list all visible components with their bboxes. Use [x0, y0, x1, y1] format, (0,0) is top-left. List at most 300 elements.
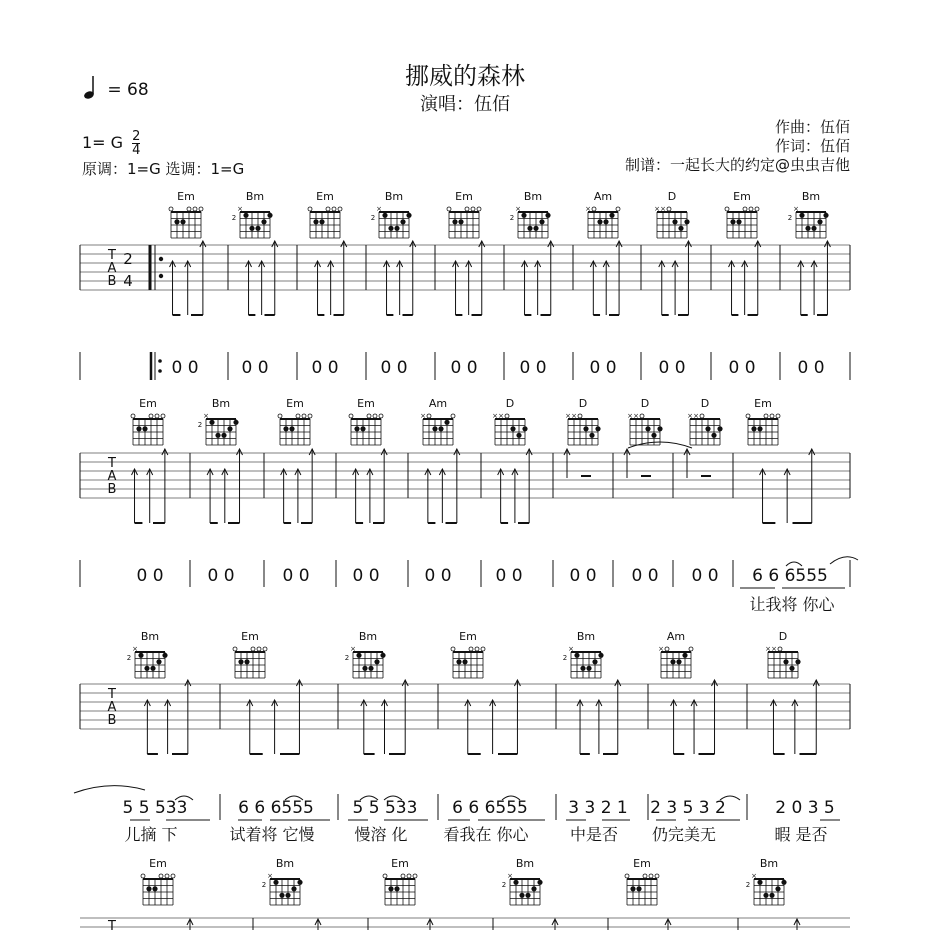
- muted-string-icon: ×: [585, 205, 591, 213]
- tab-clef-letter: T: [108, 919, 116, 930]
- finger-dot: [795, 659, 800, 664]
- singer: 演唱：伍佰: [420, 94, 510, 115]
- muted-string-icon: ×: [751, 872, 757, 880]
- finger-dot: [360, 426, 365, 431]
- finger-dot: [362, 666, 367, 671]
- open-string-icon: [655, 874, 659, 878]
- finger-dot: [174, 219, 179, 224]
- finger-dot: [279, 893, 284, 898]
- finger-dot: [432, 426, 437, 431]
- fret-position: 2: [261, 881, 267, 889]
- finger-dot: [444, 420, 449, 425]
- chord-diagram-Am: [585, 190, 620, 238]
- jianpu-measure: 6 6 6555: [452, 798, 528, 818]
- lyrics-word: 看我在 你心: [443, 825, 529, 844]
- finger-dot: [516, 433, 521, 438]
- chord-diagram-D: [654, 190, 690, 238]
- chord-name: Am: [593, 190, 613, 203]
- chord-diagram-D: [687, 397, 723, 445]
- finger-dot: [162, 653, 167, 658]
- open-string-icon: [257, 647, 261, 651]
- finger-dot: [291, 886, 296, 891]
- finger-dot: [682, 653, 687, 658]
- open-string-icon: [349, 414, 353, 418]
- open-string-icon: [159, 874, 163, 878]
- open-string-icon: [616, 207, 620, 211]
- finger-dot: [406, 213, 411, 218]
- fret-position: 2: [370, 214, 376, 222]
- chord-name: Em: [357, 397, 375, 410]
- finger-dot: [775, 886, 780, 891]
- finger-dot: [462, 659, 467, 664]
- open-string-icon: [700, 414, 704, 418]
- open-string-icon: [465, 207, 469, 211]
- open-string-icon: [233, 647, 237, 651]
- finger-dot: [519, 893, 524, 898]
- finger-dot: [717, 426, 722, 431]
- chord-name: D: [700, 397, 710, 410]
- open-string-icon: [746, 414, 750, 418]
- finger-dot: [394, 886, 399, 891]
- slur-arc: [74, 786, 145, 793]
- finger-dot: [574, 653, 579, 658]
- chord-diagram-Em: [141, 857, 175, 905]
- muted-string-icon: ×: [658, 645, 664, 653]
- chord-diagram-Em: [725, 190, 759, 238]
- jianpu-measure: 0 0: [519, 358, 547, 378]
- repeat-dot: [159, 274, 163, 278]
- chord-diagram-Am: [420, 397, 455, 445]
- finger-dot: [781, 880, 786, 885]
- jianpu-measure: 3 3 2 1: [568, 798, 628, 818]
- open-string-icon: [401, 874, 405, 878]
- muted-string-icon: ×: [507, 872, 513, 880]
- muted-string-icon: ×: [132, 645, 138, 653]
- finger-dot: [783, 659, 788, 664]
- finger-dot: [670, 659, 675, 664]
- lyrics-word: 慢溶 化: [354, 825, 408, 844]
- open-string-icon: [326, 207, 330, 211]
- chord-diagram-Em: [451, 630, 485, 678]
- muted-string-icon: ×: [492, 412, 498, 420]
- fret-position: 2: [231, 214, 237, 222]
- finger-dot: [215, 433, 220, 438]
- finger-dot: [221, 433, 226, 438]
- chord-name: Em: [241, 630, 259, 643]
- open-string-icon: [165, 874, 169, 878]
- tab-staff: [80, 453, 850, 498]
- finger-dot: [592, 659, 597, 664]
- finger-dot: [394, 226, 399, 231]
- muted-string-icon: ×: [687, 412, 693, 420]
- muted-string-icon: ×: [660, 205, 666, 213]
- finger-dot: [227, 426, 232, 431]
- finger-dot: [356, 653, 361, 658]
- repeat-dot: [158, 369, 162, 373]
- open-string-icon: [161, 414, 165, 418]
- chord-name: D: [778, 630, 788, 643]
- finger-dot: [799, 213, 804, 218]
- open-string-icon: [278, 414, 282, 418]
- chord-name: Em: [149, 857, 167, 870]
- chord-name: Em: [754, 397, 772, 410]
- lyrics-word: 暇 是否: [774, 825, 828, 844]
- chord-diagram-Em: [131, 397, 165, 445]
- open-string-icon: [665, 647, 669, 651]
- open-string-icon: [469, 647, 473, 651]
- chord-name: Bm: [759, 857, 779, 870]
- finger-dot: [458, 219, 463, 224]
- muted-string-icon: ×: [771, 645, 777, 653]
- finger-dot: [705, 426, 710, 431]
- tab-clef-letter: T: [108, 456, 116, 471]
- finger-dot: [597, 219, 602, 224]
- finger-dot: [283, 426, 288, 431]
- finger-dot: [285, 893, 290, 898]
- chord-name: Em: [459, 630, 477, 643]
- muted-string-icon: ×: [420, 412, 426, 420]
- finger-dot: [586, 666, 591, 671]
- open-string-icon: [149, 414, 153, 418]
- muted-string-icon: ×: [350, 645, 356, 653]
- open-string-icon: [749, 207, 753, 211]
- open-string-icon: [308, 207, 312, 211]
- jianpu-measure: 0 0: [207, 566, 235, 586]
- jianpu-measure: 0 0: [569, 566, 597, 586]
- chord-diagram-Em: [308, 190, 342, 238]
- jianpu-measure: 0 0: [136, 566, 164, 586]
- fret-position: 2: [509, 214, 515, 222]
- chord-diagram-D: [492, 397, 528, 445]
- open-string-icon: [296, 414, 300, 418]
- chord-name: Em: [316, 190, 334, 203]
- repeat-dot: [158, 359, 162, 363]
- chord-name: Em: [139, 397, 157, 410]
- open-string-icon: [383, 874, 387, 878]
- chord-diagram-Em: [233, 630, 267, 678]
- muted-string-icon: ×: [654, 205, 660, 213]
- chord-name: Bm: [515, 857, 535, 870]
- finger-dot: [136, 426, 141, 431]
- composer: 作曲：伍佰: [774, 118, 850, 136]
- chord-name: Bm: [245, 190, 265, 203]
- key-info: 原调：1=G 选调：1=G: [82, 160, 245, 178]
- fret-position: 2: [126, 654, 132, 662]
- open-string-icon: [413, 874, 417, 878]
- jianpu-measure: 0 0: [728, 358, 756, 378]
- jianpu-measure: 0 0: [631, 566, 659, 586]
- finger-dot: [142, 426, 147, 431]
- finger-dot: [684, 219, 689, 224]
- chord-diagram-D: [765, 630, 801, 678]
- open-string-icon: [776, 414, 780, 418]
- finger-dot: [676, 659, 681, 664]
- open-string-icon: [778, 647, 782, 651]
- muted-string-icon: ×: [267, 872, 273, 880]
- chord-diagram-Em: [625, 857, 659, 905]
- chord-diagram-Em: [278, 397, 312, 445]
- open-string-icon: [373, 414, 377, 418]
- open-string-icon: [187, 207, 191, 211]
- muted-string-icon: ×: [565, 412, 571, 420]
- finger-dot: [651, 433, 656, 438]
- open-string-icon: [251, 647, 255, 651]
- open-string-icon: [155, 414, 159, 418]
- finger-dot: [180, 219, 185, 224]
- tab-staff: [80, 245, 850, 290]
- fret-position: 2: [501, 881, 507, 889]
- finger-dot: [757, 880, 762, 885]
- chord-diagram-D: [565, 397, 601, 445]
- finger-dot: [730, 219, 735, 224]
- open-string-icon: [667, 207, 671, 211]
- finger-dot: [238, 659, 243, 664]
- lyrics-word: 儿摘 下: [124, 825, 178, 844]
- tab-clef-letter: T: [108, 248, 116, 263]
- open-string-icon: [427, 414, 431, 418]
- tab-clef-letter: B: [107, 713, 117, 728]
- tab-clef-letter: A: [107, 261, 117, 276]
- finger-dot: [757, 426, 762, 431]
- finger-dot: [636, 886, 641, 891]
- jianpu-measure: 0 0: [241, 358, 269, 378]
- tab-clef-letter: A: [107, 469, 117, 484]
- finger-dot: [354, 426, 359, 431]
- jianpu-measure: 0 0: [797, 358, 825, 378]
- chord-name: Bm: [523, 190, 543, 203]
- finger-dot: [533, 226, 538, 231]
- finger-dot: [817, 219, 822, 224]
- finger-dot: [763, 893, 768, 898]
- chord-diagram-Bm: [510, 190, 551, 238]
- finger-dot: [531, 886, 536, 891]
- lyrics-word: 仍完美无: [651, 825, 717, 844]
- finger-dot: [374, 659, 379, 664]
- tab-staff: [80, 684, 850, 729]
- open-string-icon: [451, 414, 455, 418]
- finger-dot: [456, 659, 461, 664]
- muted-string-icon: ×: [571, 412, 577, 420]
- chord-name: Bm: [384, 190, 404, 203]
- open-string-icon: [141, 874, 145, 878]
- jianpu-measure: 0 0: [450, 358, 478, 378]
- song-title: 挪威的森林: [405, 62, 525, 90]
- muted-string-icon: ×: [765, 645, 771, 653]
- chord-name: Am: [428, 397, 448, 410]
- jianpu-measure: 0 0: [589, 358, 617, 378]
- jianpu-measure: 0 0: [424, 566, 452, 586]
- open-string-icon: [625, 874, 629, 878]
- jianpu-measure: 0 0: [352, 566, 380, 586]
- jianpu-measure: 5 5 533: [352, 798, 418, 818]
- chord-diagram-Bm: [563, 630, 604, 678]
- tab-time-sig-bottom: 4: [123, 272, 133, 290]
- chord-name: D: [667, 190, 677, 203]
- finger-dot: [313, 219, 318, 224]
- open-string-icon: [169, 207, 173, 211]
- finger-dot: [156, 659, 161, 664]
- fret-position: 2: [344, 654, 350, 662]
- finger-dot: [595, 426, 600, 431]
- finger-dot: [823, 213, 828, 218]
- jianpu-measure: 0 0: [495, 566, 523, 586]
- open-string-icon: [471, 207, 475, 211]
- open-string-icon: [770, 414, 774, 418]
- muted-string-icon: ×: [633, 412, 639, 420]
- muted-string-icon: ×: [515, 205, 521, 213]
- chord-name: Em: [177, 190, 195, 203]
- chord-name: Bm: [801, 190, 821, 203]
- chord-name: Bm: [275, 857, 295, 870]
- key-label: 1= G: [82, 133, 124, 152]
- finger-dot: [598, 653, 603, 658]
- chord-diagram-D: [627, 397, 663, 445]
- open-string-icon: [689, 647, 693, 651]
- repeat-dot: [159, 257, 163, 261]
- open-string-icon: [193, 207, 197, 211]
- jianpu-measure: 2 0 3 5: [775, 798, 835, 818]
- chord-name: D: [505, 397, 515, 410]
- finger-dot: [580, 666, 585, 671]
- muted-string-icon: ×: [568, 645, 574, 653]
- finger-dot: [368, 666, 373, 671]
- finger-dot: [736, 219, 741, 224]
- open-string-icon: [592, 207, 596, 211]
- jianpu-measure: 2 3 5 3 2: [650, 798, 726, 818]
- muted-string-icon: ×: [203, 412, 209, 420]
- finger-dot: [244, 659, 249, 664]
- finger-dot: [513, 880, 518, 885]
- finger-dot: [583, 426, 588, 431]
- finger-dot: [603, 219, 608, 224]
- open-string-icon: [407, 874, 411, 878]
- chord-name: Bm: [140, 630, 160, 643]
- slur-arc: [830, 557, 858, 564]
- finger-dot: [609, 213, 614, 218]
- jianpu-measure: 5 5 533: [122, 798, 188, 818]
- finger-dot: [630, 886, 635, 891]
- finger-dot: [319, 219, 324, 224]
- open-string-icon: [475, 647, 479, 651]
- open-string-icon: [481, 647, 485, 651]
- jianpu-measure: 0 0: [691, 566, 719, 586]
- chord-diagram-Bm: [345, 630, 386, 678]
- finger-dot: [645, 426, 650, 431]
- chord-diagram-Bm: [746, 857, 787, 905]
- open-string-icon: [640, 414, 644, 418]
- finger-dot: [273, 880, 278, 885]
- finger-dot: [249, 226, 254, 231]
- finger-dot: [751, 426, 756, 431]
- finger-dot: [521, 213, 526, 218]
- chord-name: D: [640, 397, 650, 410]
- finger-dot: [380, 653, 385, 658]
- chord-name: Em: [286, 397, 304, 410]
- finger-dot: [805, 226, 810, 231]
- chord-name: Em: [455, 190, 473, 203]
- chord-name: Em: [391, 857, 409, 870]
- open-string-icon: [367, 414, 371, 418]
- finger-dot: [769, 893, 774, 898]
- chord-name: Em: [733, 190, 751, 203]
- muted-string-icon: ×: [498, 412, 504, 420]
- jianpu-measure: 0 0: [171, 358, 199, 378]
- finger-dot: [261, 219, 266, 224]
- open-string-icon: [578, 414, 582, 418]
- chord-diagram-Em: [447, 190, 481, 238]
- tab-time-sig-top: 2: [123, 250, 133, 268]
- tab-clef-letter: B: [107, 482, 117, 497]
- chord-name: Bm: [576, 630, 596, 643]
- finger-dot: [144, 666, 149, 671]
- tab-clef-letter: T: [108, 687, 116, 702]
- open-string-icon: [263, 647, 267, 651]
- finger-dot: [510, 426, 515, 431]
- chord-diagram-Em: [349, 397, 383, 445]
- chord-diagram-Em: [383, 857, 417, 905]
- fret-position: 2: [197, 421, 203, 429]
- open-string-icon: [171, 874, 175, 878]
- open-string-icon: [131, 414, 135, 418]
- open-string-icon: [308, 414, 312, 418]
- finger-dot: [150, 666, 155, 671]
- finger-dot: [388, 886, 393, 891]
- finger-dot: [297, 880, 302, 885]
- finger-dot: [267, 213, 272, 218]
- fret-position: 2: [787, 214, 793, 222]
- open-string-icon: [332, 207, 336, 211]
- finger-dot: [527, 226, 532, 231]
- finger-dot: [382, 213, 387, 218]
- fret-position: 2: [745, 881, 751, 889]
- chord-name: D: [578, 397, 588, 410]
- jianpu-measure: 0 0: [282, 566, 310, 586]
- open-string-icon: [643, 874, 647, 878]
- finger-dot: [400, 219, 405, 224]
- jianpu-measure: 6 6 6555: [752, 566, 828, 586]
- chord-diagram-Bm: [127, 630, 168, 678]
- chord-diagram-Bm: [371, 190, 412, 238]
- jianpu-measure: 6 6 6555: [238, 798, 314, 818]
- open-string-icon: [451, 647, 455, 651]
- muted-string-icon: ×: [693, 412, 699, 420]
- chord-diagram-Bm: [788, 190, 829, 238]
- finger-dot: [811, 226, 816, 231]
- open-string-icon: [649, 874, 653, 878]
- chord-diagram-Am: [658, 630, 693, 678]
- finger-dot: [525, 893, 530, 898]
- jianpu-measure: 0 0: [311, 358, 339, 378]
- tab-clef-letter: B: [107, 274, 117, 289]
- jianpu-measure: 0 0: [658, 358, 686, 378]
- chord-diagram-Bm: [198, 397, 239, 445]
- chord-diagram-Em: [169, 190, 203, 238]
- muted-string-icon: ×: [376, 205, 382, 213]
- open-string-icon: [505, 414, 509, 418]
- open-string-icon: [755, 207, 759, 211]
- open-string-icon: [379, 414, 383, 418]
- chord-diagram-Bm: [232, 190, 273, 238]
- finger-dot: [711, 433, 716, 438]
- open-string-icon: [302, 414, 306, 418]
- open-string-icon: [477, 207, 481, 211]
- finger-dot: [233, 420, 238, 425]
- open-string-icon: [338, 207, 342, 211]
- tempo-value: = 68: [107, 79, 149, 100]
- chord-name: Em: [633, 857, 651, 870]
- finger-dot: [146, 886, 151, 891]
- finger-dot: [209, 420, 214, 425]
